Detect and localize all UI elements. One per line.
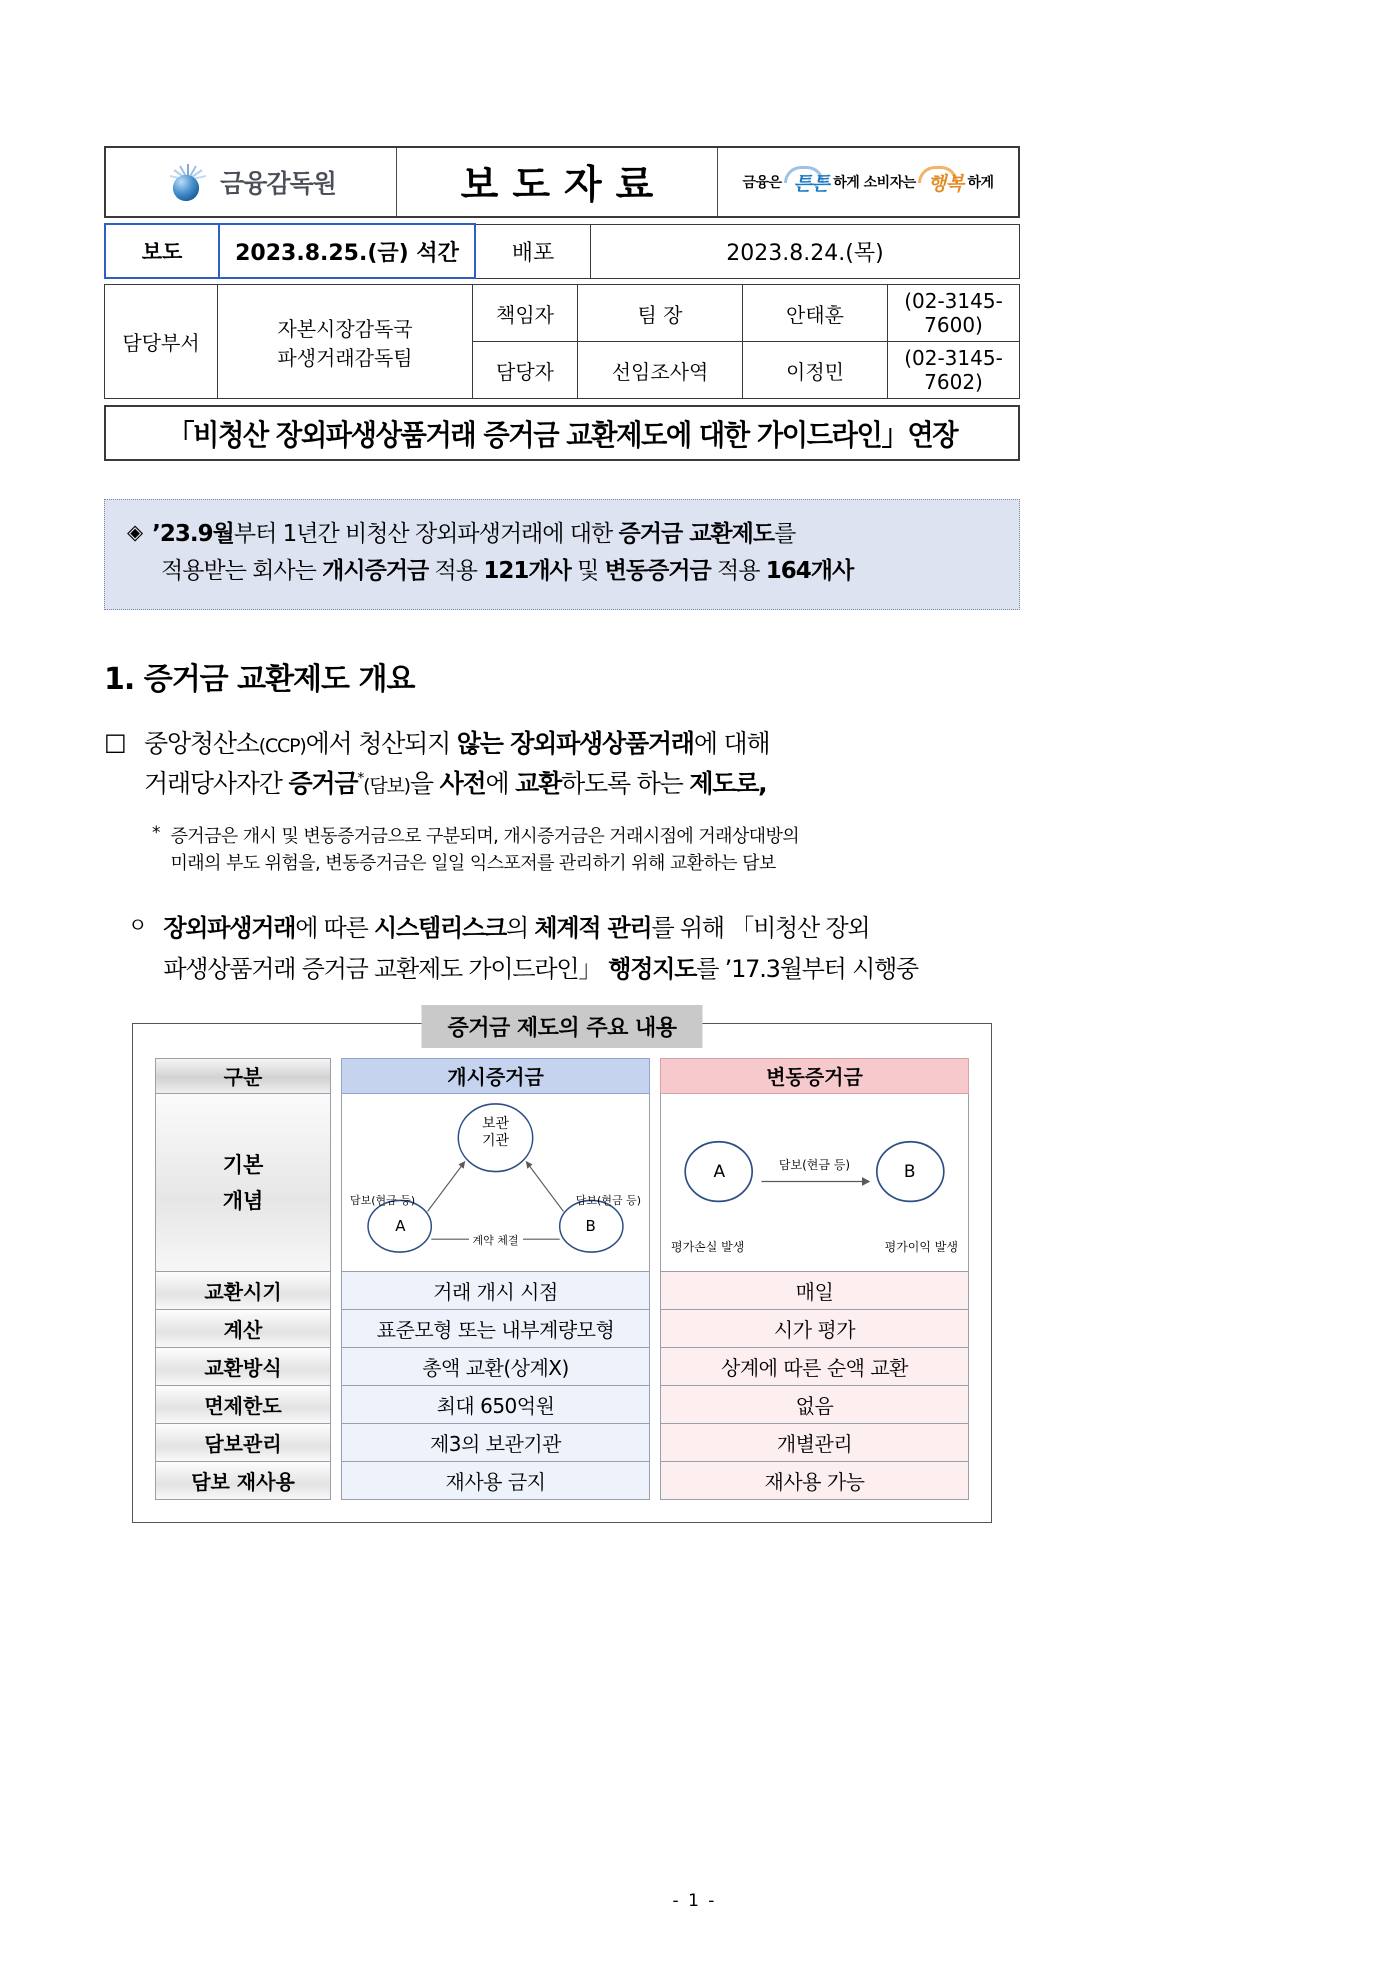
figure-col-header-initial-margin: 개시증거금 bbox=[341, 1058, 650, 1094]
b2-l2-guidance: 행정지도 bbox=[601, 954, 697, 983]
contact-row bbox=[105, 285, 1020, 342]
summary-l1-end: 를 bbox=[774, 521, 796, 547]
b2-l1-mgmt: 체계적 관리 bbox=[534, 914, 652, 943]
variation-margin-diagram bbox=[661, 1094, 968, 1271]
summary-l2-a: 적용받는 회사는 bbox=[161, 558, 323, 585]
figure-row-label: 계산 bbox=[155, 1310, 331, 1348]
collateral-right-label: 담보(현금 등) bbox=[575, 1193, 641, 1207]
summary-l2-variation-count: 164개사 bbox=[765, 558, 854, 585]
contact-info-table bbox=[104, 284, 1020, 399]
section-1-footnote bbox=[152, 823, 1020, 879]
figure-cell-initial: 거래 개시 시점 bbox=[341, 1272, 650, 1310]
b1-l1-e: 에 대해 bbox=[693, 728, 770, 758]
variation-margin-diagram-cell bbox=[660, 1094, 969, 1272]
asterisk-marker-icon: * bbox=[152, 822, 161, 843]
b2-l1-d: 의 bbox=[505, 914, 535, 943]
figure-cell-variation: 개별관리 bbox=[660, 1424, 969, 1462]
figure-cell-variation: 재사용 가능 bbox=[660, 1462, 969, 1500]
slogan-accent-haengbok: 행복 bbox=[927, 172, 964, 195]
initial-margin-diagram bbox=[342, 1094, 649, 1271]
figure-row-label: 담보관리 bbox=[155, 1424, 331, 1462]
figure-cell-initial: 재사용 금지 bbox=[341, 1462, 650, 1500]
b1-l2-exchange: 교환 bbox=[515, 769, 562, 798]
figure-row-label: 면제한도 bbox=[155, 1386, 331, 1424]
concept-label-line2: 개념 bbox=[222, 1189, 264, 1214]
slogan-middle: 하게 소비자는 bbox=[833, 175, 916, 191]
b1-l1-c: 에서 청산되지 bbox=[305, 728, 457, 758]
square-bullet-icon: □ bbox=[104, 727, 127, 756]
custodian-label-line1: 보관 bbox=[481, 1115, 510, 1132]
document-title-banner bbox=[104, 405, 1020, 461]
figure-cell-variation: 상계에 따른 순액 교환 bbox=[660, 1348, 969, 1386]
b1-l1-emph: 않는 장외파생상품거래 bbox=[456, 728, 694, 758]
figure-cell-variation: 시가 평가 bbox=[660, 1310, 969, 1348]
diamond-bullet-icon: ◈ bbox=[127, 520, 143, 544]
section-1-bullet-1 bbox=[104, 724, 1020, 805]
b1-l2-footnote-marker: * bbox=[357, 770, 364, 787]
b1-l2-h: 하도록 하는 bbox=[561, 769, 690, 798]
page-number: - 1 - bbox=[672, 1891, 717, 1911]
figure-cell-initial: 총액 교환(상계X) bbox=[341, 1348, 650, 1386]
variation-party-b-label: B bbox=[903, 1161, 916, 1182]
circle-bullet-icon: ㅇ bbox=[128, 913, 148, 938]
b1-l2-margin: 증거금 bbox=[288, 769, 358, 798]
dept-name-line2: 파생거래감독팀 bbox=[277, 345, 413, 370]
collateral-left-label: 담보(현금 등) bbox=[350, 1193, 416, 1207]
slogan-prefix: 금융은 bbox=[742, 175, 782, 191]
figure-row-label-concept bbox=[155, 1094, 331, 1272]
distribute-value: 2023.8.24.(목) bbox=[591, 224, 1020, 278]
section-1-heading: 1. 증거금 교환제도 개요 bbox=[104, 661, 415, 697]
agency-name: 금융감독원 bbox=[220, 169, 336, 198]
b1-l1-ccp: (CCP) bbox=[258, 734, 306, 757]
bullet-2-line-2 bbox=[163, 949, 918, 989]
b1-l2-prior: 사전 bbox=[439, 769, 486, 798]
initial-margin-diagram-cell bbox=[341, 1094, 650, 1272]
agency-logo-cell bbox=[106, 148, 397, 216]
contact-name-1: 이정민 bbox=[743, 342, 888, 399]
figure-cell-initial: 최대 650억원 bbox=[341, 1386, 650, 1424]
b2-l2-a: 파생상품거래 증거금 교환제도 가이드라인」 bbox=[163, 954, 602, 983]
variation-party-a-label: A bbox=[713, 1161, 726, 1182]
document-type-label: 보도자료 bbox=[460, 163, 668, 208]
section-1-bullet-1-body bbox=[144, 724, 769, 805]
figure-cell-initial: 표준모형 또는 내부계량모형 bbox=[341, 1310, 650, 1348]
release-label: 보도 bbox=[105, 224, 219, 278]
figure-col-header-division: 구분 bbox=[155, 1058, 331, 1094]
b2-l2-c: 를 ’17.3월부터 시행중 bbox=[696, 954, 919, 983]
contact-phone-0: (02-3145-7600) bbox=[888, 285, 1020, 342]
summary-line-1 bbox=[127, 516, 997, 553]
figure-cell-variation: 매일 bbox=[660, 1272, 969, 1310]
summary-date: ’23.9월 bbox=[152, 521, 234, 547]
dept-label: 담당부서 bbox=[105, 285, 218, 399]
b2-l1-systemic-risk: 시스템리스크 bbox=[374, 914, 506, 943]
summary-line-2 bbox=[127, 553, 997, 590]
b1-l2-collateral: (담보) bbox=[363, 775, 410, 797]
dept-name bbox=[218, 285, 473, 399]
figure-caption: 증거금 제도의 주요 내용 bbox=[422, 1005, 703, 1048]
summary-l2-g: 적용 bbox=[710, 558, 766, 585]
margin-system-figure bbox=[132, 1015, 992, 1523]
footnote-line-2: 미래의 부도 위험을, 변동증거금은 일일 익스포저를 관리하기 위해 교환하는 담보 bbox=[170, 853, 776, 875]
section-1-bullet-2-body bbox=[163, 908, 918, 989]
summary-l2-variation-margin: 변동증거금 bbox=[604, 558, 711, 585]
release-info-table bbox=[104, 223, 1020, 279]
party-a-label: A bbox=[395, 1216, 406, 1235]
b1-l1-a: 중앙청산소 bbox=[144, 728, 259, 758]
figure-row-label: 담보 재사용 bbox=[155, 1462, 331, 1500]
b1-l2-a: 거래당사자간 bbox=[144, 769, 289, 798]
summary-l1-emph: 증거금 교환제도 bbox=[618, 521, 775, 547]
figure-col-header-variation-margin: 변동증거금 bbox=[660, 1058, 969, 1094]
bullet-1-line-2 bbox=[144, 764, 769, 805]
section-1-footnote-body bbox=[171, 823, 800, 879]
b1-l2-d: 을 bbox=[409, 769, 440, 798]
contact-title-0: 팀 장 bbox=[578, 285, 743, 342]
contact-name-0: 안태훈 bbox=[743, 285, 888, 342]
valuation-loss-label: 평가손실 발생 bbox=[671, 1239, 745, 1254]
b1-l2-f: 에 bbox=[485, 769, 516, 798]
bullet-1-line-1 bbox=[144, 724, 769, 765]
b1-l2-system: 제도로, bbox=[689, 769, 767, 798]
section-1-bullet-2 bbox=[128, 908, 1020, 989]
figure-cell-initial: 제3의 보관기관 bbox=[341, 1424, 650, 1462]
figure-cell-variation: 없음 bbox=[660, 1386, 969, 1424]
b2-l1-f: 를 위해 「비청산 장외 bbox=[651, 914, 870, 943]
contact-title-1: 선임조사역 bbox=[578, 342, 743, 399]
document-title: 「비청산 장외파생상품거래 증거금 교환제도에 대한 가이드라인」연장 bbox=[167, 417, 957, 452]
release-value: 2023.8.25.(금) 석간 bbox=[219, 224, 475, 278]
variation-collateral-label: 담보(현금 등) bbox=[778, 1157, 851, 1172]
contact-role-1: 담당자 bbox=[473, 342, 578, 399]
figure-row-label: 교환시기 bbox=[155, 1272, 331, 1310]
slogan-cell bbox=[718, 148, 1018, 216]
contact-phone-1: (02-3145-7602) bbox=[888, 342, 1020, 399]
dept-name-line1: 자본시장감독국 bbox=[277, 316, 413, 341]
footnote-line-1: 증거금은 개시 및 변동증거금으로 구분되며, 개시증거금은 거래시점에 거래상대방의 bbox=[170, 825, 800, 847]
summary-l2-initial-count: 121개사 bbox=[483, 558, 571, 585]
custodian-label-line2: 기관 bbox=[481, 1133, 510, 1150]
contact-role-0: 책임자 bbox=[473, 285, 578, 342]
summary-l2-c: 적용 bbox=[428, 558, 484, 585]
valuation-gain-label: 평가이익 발생 bbox=[884, 1239, 958, 1254]
document-sheet bbox=[104, 146, 1020, 1523]
distribute-label: 배포 bbox=[475, 224, 591, 278]
figure-row-label: 교환방식 bbox=[155, 1348, 331, 1386]
b2-l1-otc: 장외파생거래 bbox=[163, 914, 296, 943]
document-type-cell bbox=[397, 148, 718, 216]
summary-highlight-box bbox=[104, 499, 1020, 610]
masthead bbox=[104, 146, 1020, 218]
bullet-2-line-1 bbox=[163, 908, 918, 948]
slogan-suffix: 하게 bbox=[967, 175, 994, 191]
concept-label-line1: 기본 bbox=[222, 1153, 264, 1178]
custodian-node-label bbox=[482, 1116, 509, 1151]
release-row bbox=[105, 224, 1020, 278]
contract-label: 계약 체결 bbox=[468, 1232, 522, 1248]
b2-l1-b: 에 따른 bbox=[295, 914, 375, 943]
summary-l1-mid: 부터 1년간 비청산 장외파생거래에 대한 bbox=[233, 521, 619, 547]
party-b-label: B bbox=[585, 1216, 596, 1235]
summary-l2-initial-margin: 개시증거금 bbox=[322, 558, 429, 585]
summary-line-1-text bbox=[152, 516, 795, 553]
fss-sunburst-logo-icon bbox=[166, 162, 210, 202]
figure-grid bbox=[155, 1058, 969, 1500]
summary-l2-e: 및 bbox=[570, 558, 605, 585]
slogan-accent-tunteun: 튼튼 bbox=[793, 172, 830, 195]
